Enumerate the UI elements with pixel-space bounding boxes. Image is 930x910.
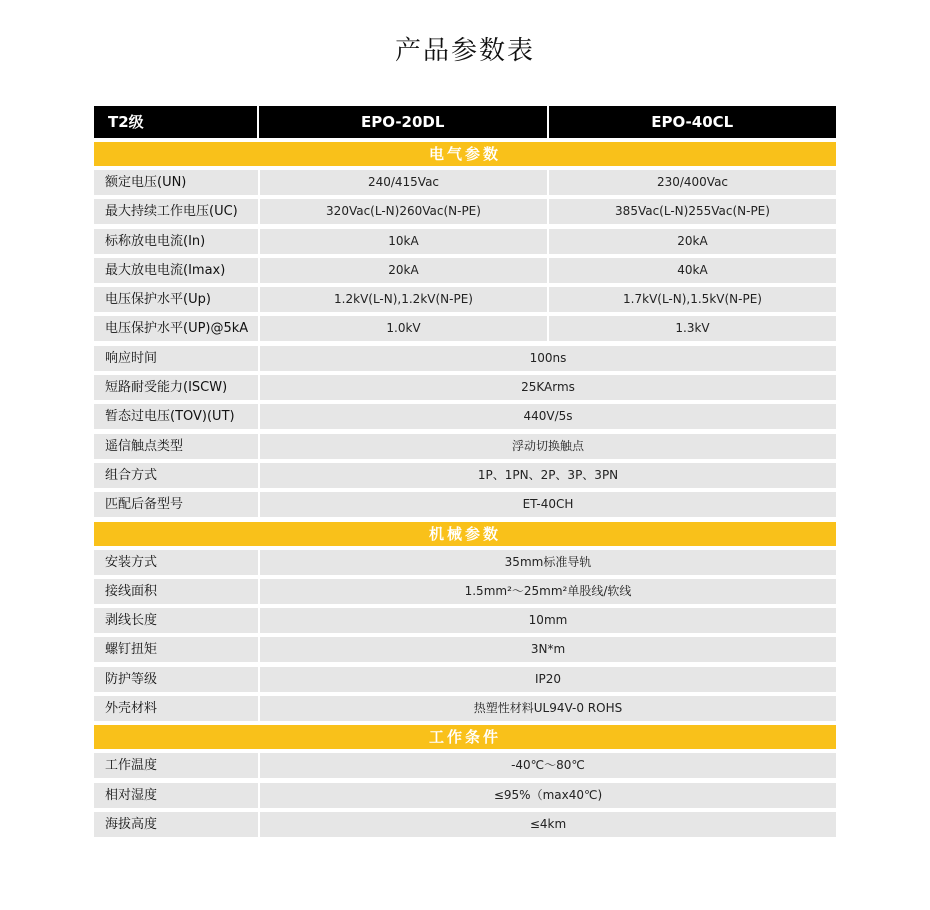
row-value: 320Vac(L-N)260Vac(N-PE) <box>260 199 547 224</box>
row-value: 1.3kV <box>549 316 836 341</box>
row-value: ≤4km <box>260 812 836 837</box>
row-value: 10kA <box>260 229 547 254</box>
table-row <box>94 463 836 488</box>
row-value: 1.7kV(L-N),1.5kV(N-PE) <box>549 287 836 312</box>
row-value: ET-40CH <box>260 492 836 517</box>
row-value: 1.0kV <box>260 316 547 341</box>
row-value: 3N*m <box>260 637 836 662</box>
table-row <box>94 199 836 224</box>
row-label: 接线面积 <box>94 579 258 604</box>
row-value: 1P、1PN、2P、3P、3PN <box>260 463 836 488</box>
row-value: 440V/5s <box>260 404 836 429</box>
table-row <box>94 404 836 429</box>
row-label: 工作温度 <box>94 753 258 778</box>
row-value: 1.5mm²～25mm²单股线/软线 <box>260 579 836 604</box>
row-value: 20kA <box>260 258 547 283</box>
row-label: 标称放电电流(In) <box>94 229 258 254</box>
row-label: 响应时间 <box>94 346 258 371</box>
table-row <box>94 316 836 341</box>
table-row <box>94 492 836 517</box>
row-label: 海拔高度 <box>94 812 258 837</box>
row-value: 浮动切换触点 <box>260 434 836 459</box>
table-row <box>94 667 836 692</box>
row-label: 外壳材料 <box>94 696 258 721</box>
row-label: 剥线长度 <box>94 608 258 633</box>
table-row <box>94 579 836 604</box>
row-value: IP20 <box>260 667 836 692</box>
table-row <box>94 375 836 400</box>
row-label: 电压保护水平(Up) <box>94 287 258 312</box>
row-label: 组合方式 <box>94 463 258 488</box>
row-value: 100ns <box>260 346 836 371</box>
row-label: 螺钉扭矩 <box>94 637 258 662</box>
row-label: 暂态过电压(TOV)(UT) <box>94 404 258 429</box>
section-header: 工作条件 <box>94 725 836 749</box>
row-value: 40kA <box>549 258 836 283</box>
row-value: ≤95%（max40℃) <box>260 783 836 808</box>
table-row <box>94 346 836 371</box>
table-row <box>94 434 836 459</box>
row-value: -40℃～80℃ <box>260 753 836 778</box>
table-row <box>94 812 836 837</box>
table-body <box>94 142 836 837</box>
table-row <box>94 696 836 721</box>
table-row <box>94 258 836 283</box>
table-row <box>94 550 836 575</box>
row-label: 遥信触点类型 <box>94 434 258 459</box>
row-value: 25KArms <box>260 375 836 400</box>
row-label: 额定电压(UN) <box>94 170 258 195</box>
spec-table <box>94 106 836 841</box>
row-label: 防护等级 <box>94 667 258 692</box>
row-label: 电压保护水平(UP)@5kA <box>94 316 258 341</box>
table-row <box>94 229 836 254</box>
row-label: 最大放电电流(Imax) <box>94 258 258 283</box>
table-header <box>94 106 836 138</box>
row-value: 1.2kV(L-N),1.2kV(N-PE) <box>260 287 547 312</box>
header-model-1: EPO-20DL <box>259 106 549 138</box>
table-row <box>94 783 836 808</box>
row-label: 最大持续工作电压(UC) <box>94 199 258 224</box>
section-header: 机械参数 <box>94 522 836 546</box>
table-row <box>94 753 836 778</box>
table-row <box>94 170 836 195</box>
header-grade: T2级 <box>94 106 259 138</box>
row-value: 热塑性材料UL94V-0 ROHS <box>260 696 836 721</box>
row-value: 35mm标准导轨 <box>260 550 836 575</box>
table-row <box>94 637 836 662</box>
row-value: 20kA <box>549 229 836 254</box>
header-model-2: EPO-40CL <box>651 113 734 131</box>
section-header: 电气参数 <box>94 142 836 166</box>
row-value: 385Vac(L-N)255Vac(N-PE) <box>549 199 836 224</box>
table-row <box>94 608 836 633</box>
row-label: 相对湿度 <box>94 783 258 808</box>
row-label: 短路耐受能力(ISCW) <box>94 375 258 400</box>
page-title: 产品参数表 <box>394 36 535 66</box>
row-value: 10mm <box>260 608 836 633</box>
table-row <box>94 287 836 312</box>
row-value: 240/415Vac <box>260 170 547 195</box>
row-label: 安装方式 <box>94 550 258 575</box>
row-value: 230/400Vac <box>549 170 836 195</box>
row-label: 匹配后备型号 <box>94 492 258 517</box>
